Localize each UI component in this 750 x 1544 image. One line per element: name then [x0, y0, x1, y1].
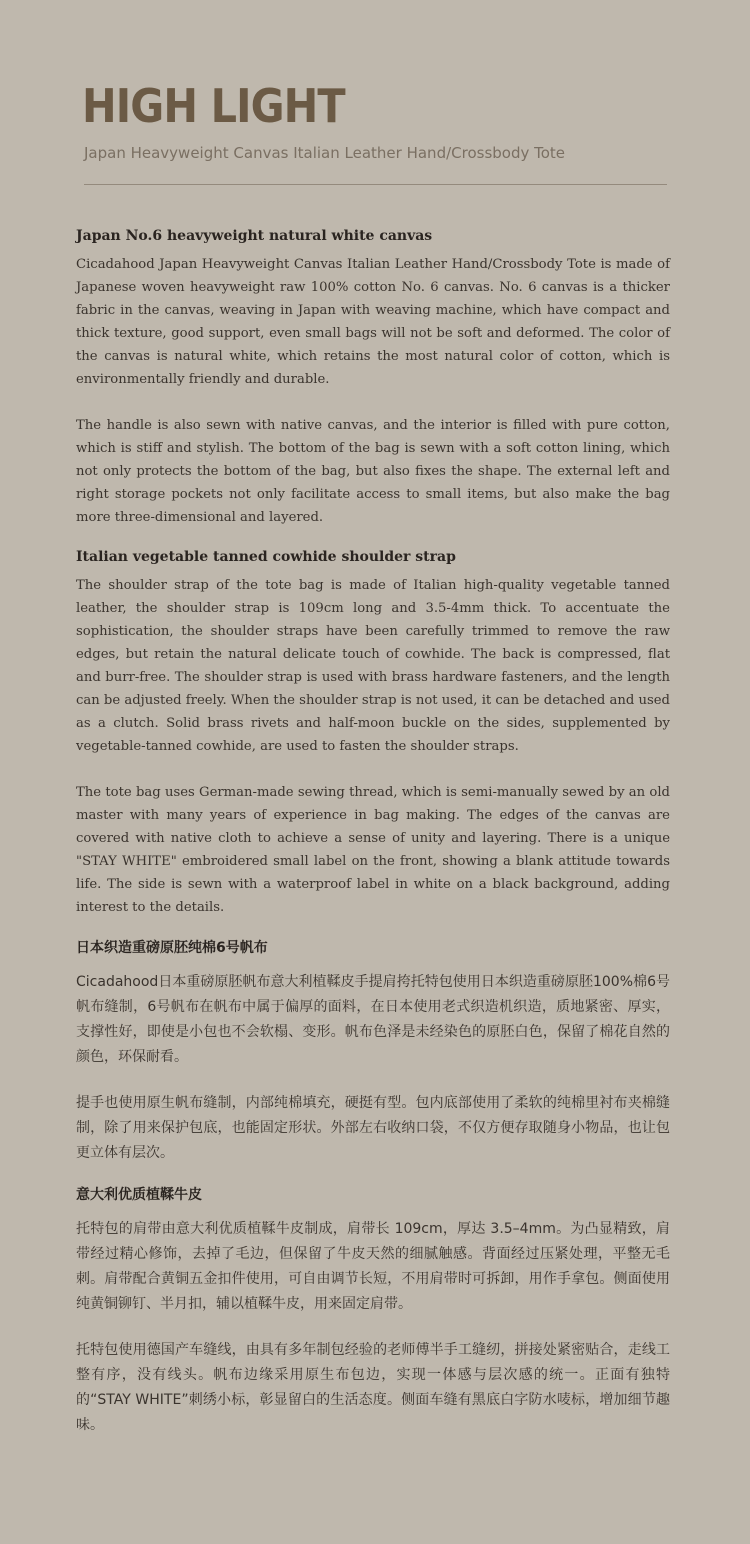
paragraph-canvas-zh-1: Cicadahood日本重磅原胚帆布意大利植鞣皮手提肩挎托特包使用日本织造重磅原胚100%棉6号帆布缝制，6号帆布在帆布中属于偏厚的面料，在日本使用老式织造机织造，质地紧密、厚实，支撑性好，即使是小包也不会软榻、变形。帆布色泽是未经染色的原胚白色，保留了棉花自然的颜色，环保耐看。: [76, 974, 670, 1065]
paragraph-strap-zh-2: 托特包使用德国产车缝线，由具有多年制包经验的老师傅半手工缝纫，拼接处紧密贴合，走线工整有序，没有线头。帆布边缘采用原生布包边，实现一体感与层次感的统一。正面有独特的“STAY WHITE”刺绣小标，彰显留白的生活态度。侧面车缝有黑底白字防水唛标，增加细节趣味。: [76, 1342, 670, 1433]
description-content: [76, 225, 670, 1438]
section-heading-canvas-zh: 日本织造重磅原胚纯棉6号帆布: [76, 940, 268, 956]
paragraph-canvas-en-1: Cicadahood Japan Heavyweight Canvas Italian Leather Hand/Crossbody Tote is made of Japanese woven heavyweight raw 100% cotton No. 6 canvas. No. 6 canvas is a thicker fabric in the canvas, weaving in Japan with weaving machine, which have compact and thick texture, good support, even small bags will not be soft and deformed. The color of the canvas is natural white, which retains the most natural color of cotton, which is environmentally friendly and durable.: [76, 257, 670, 387]
paragraph-strap-en-2: The tote bag uses German-made sewing thread, which is semi-manually sewed by an old master with many years of experience in bag making. The edges of the canvas are covered with native cloth to achieve a sense of unity and layering. There is a unique "STAY WHITE" embroidered small label on the front, showing a blank attitude towards life. The side is sewn with a waterproof label in white on a black background, adding interest to the details.: [76, 785, 670, 915]
section-heading-strap-zh: 意大利优质植鞣牛皮: [76, 1187, 202, 1203]
page-subtitle: Japan Heavyweight Canvas Italian Leather Hand/Crossbody Tote: [84, 144, 566, 162]
paragraph-strap-en-1: The shoulder strap of the tote bag is made of Italian high-quality vegetable tanned leather, the shoulder strap is 109cm long and 3.5-4mm thick. To accentuate the sophistication, the shoulder straps have been carefully trimmed to remove the raw edges, but retain the natural delicate touch of cowhide. The back is compressed, flat and burr-free. The shoulder strap is used with brass hardware fasteners, and the length can be adjusted freely. When the shoulder strap is not used, it can be detached and used as a clutch. Solid brass rivets and half-moon buckle on the sides, supplemented by vegetable-tanned cowhide, are used to fasten the shoulder straps.: [76, 578, 670, 754]
divider: [84, 184, 667, 185]
paragraph-strap-zh-1: 托特包的肩带由意大利优质植鞣牛皮制成，肩带长 109cm，厚达 3.5–4mm。为凸显精致，肩带经过精心修饰，去掉了毛边，但保留了牛皮天然的细腻触感。背面经过压紧处理，平整无毛刺。肩带配合黄铜五金扣件使用，可自由调节长短，不用肩带时可拆卸，用作手拿包。侧面使用纯黄铜铆钉、半月扣，辅以植鞣牛皮，用来固定肩带。: [76, 1221, 670, 1312]
paragraph-canvas-zh-2: 提手也使用原生帆布缝制，内部纯棉填充，硬挺有型。包内底部使用了柔软的纯棉里衬布夹棉缝制，除了用来保护包底，也能固定形状。外部左右收纳口袋，不仅方便存取随身小物品，也让包更立体有层次。: [76, 1095, 670, 1161]
page-title: HIGH LIGHT: [82, 79, 345, 133]
paragraph-canvas-en-2: The handle is also sewn with native canvas, and the interior is filled with pure cotton, which is stiff and stylish. The bottom of the bag is sewn with a soft cotton lining, which not only protects the bottom of the bag, but also fixes the shape. The external left and right storage pockets not only facilitate access to small items, but also make the bag more three-dimensional and layered.: [76, 418, 670, 525]
section-heading-canvas-en: Japan No.6 heavyweight natural white canvas: [76, 228, 433, 244]
section-heading-strap-en: Italian vegetable tanned cowhide shoulder strap: [76, 549, 456, 565]
